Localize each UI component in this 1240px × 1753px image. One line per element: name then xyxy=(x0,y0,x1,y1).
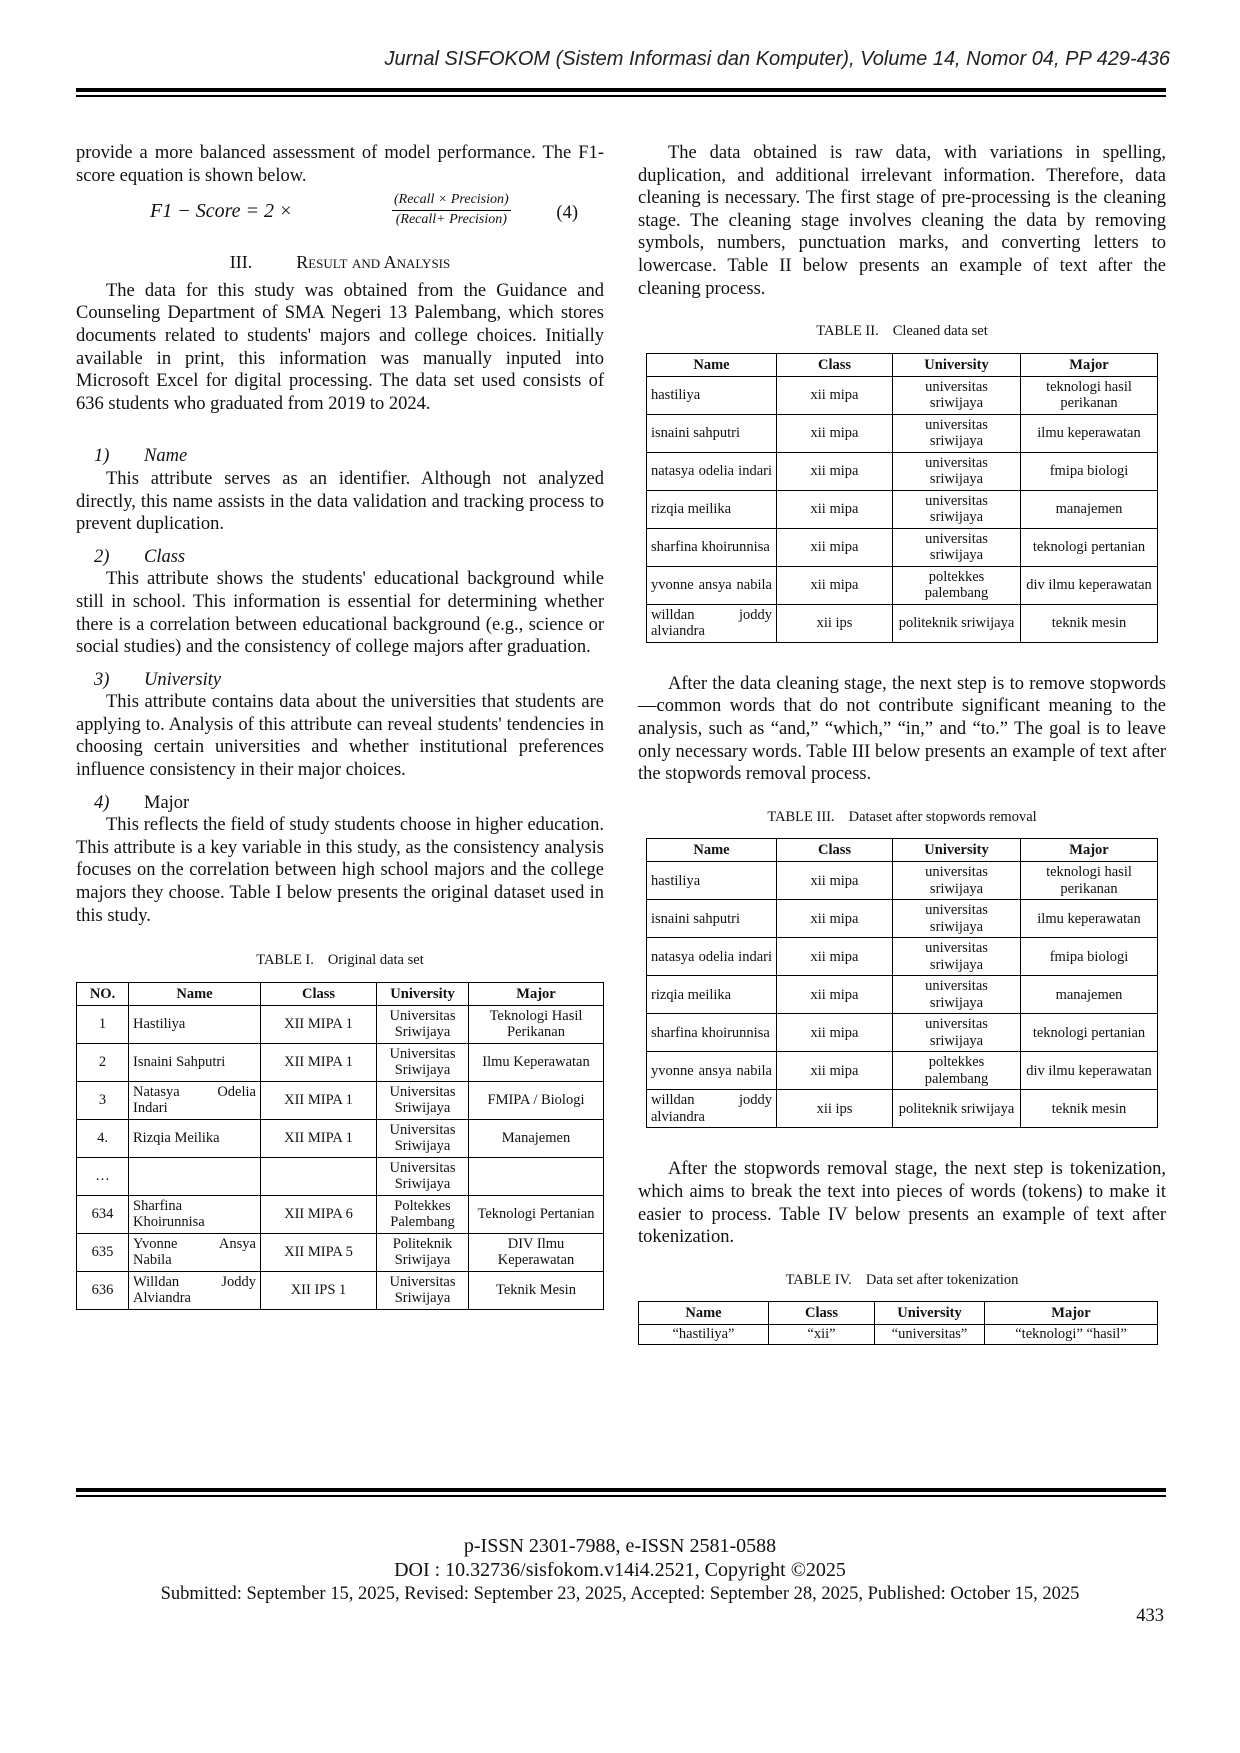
table-cell: xii mipa xyxy=(777,376,893,414)
table-cell: natasya odelia indari xyxy=(647,938,777,976)
equation-lhs: F1 − Score = 2 × xyxy=(150,200,293,223)
table-cell: manajemen xyxy=(1021,976,1158,1014)
paragraph: This attribute contains data about the universities that students are applying to. Analysis of this attribute can reveal students' tendencies in choosing certain universities and whether institutional preferences influence consistency in their major choices. xyxy=(76,692,604,781)
table-cell: 4. xyxy=(77,1119,129,1157)
table-cell: Universitas Sriwijaya xyxy=(377,1005,469,1043)
table-row xyxy=(647,376,1158,414)
table-cell: Isnaini Sahputri xyxy=(129,1043,261,1081)
table-header: Name xyxy=(639,1302,769,1325)
table-cell: “teknologi” “hasil” xyxy=(985,1325,1158,1345)
table-cell: “universitas” xyxy=(875,1325,985,1345)
table-cell: 634 xyxy=(77,1195,129,1233)
table-cell: Yvonne Ansya Nabila xyxy=(129,1233,261,1271)
table-cell: … xyxy=(77,1157,129,1195)
table-cell: universitas sriwijaya xyxy=(893,528,1021,566)
table-cell: poltekkes palembang xyxy=(893,1052,1021,1090)
table-header: Class xyxy=(777,839,893,862)
table-cell: Teknologi Pertanian xyxy=(469,1195,604,1233)
table-row xyxy=(647,1090,1158,1128)
table-cell: XII MIPA 1 xyxy=(261,1119,377,1157)
table-cell: xii mipa xyxy=(777,528,893,566)
table-cell: xii mipa xyxy=(777,490,893,528)
table-cell: isnaini sahputri xyxy=(647,900,777,938)
table-cell: DIV Ilmu Keperawatan xyxy=(469,1233,604,1271)
table-cell: “hastiliya” xyxy=(639,1325,769,1345)
journal-header: Jurnal SISFOKOM (Sistem Informasi dan Komputer), Volume 14, Nomor 04, PP 429-436 xyxy=(384,48,1170,70)
table-cell: fmipa biologi xyxy=(1021,452,1158,490)
table-cell: universitas sriwijaya xyxy=(893,452,1021,490)
table-cell: xii mipa xyxy=(777,862,893,900)
table-cell: div ilmu keperawatan xyxy=(1021,566,1158,604)
table-header: Major xyxy=(1021,839,1158,862)
table-cell: xii mipa xyxy=(777,900,893,938)
table-header: Class xyxy=(769,1302,875,1325)
table-cell: universitas sriwijaya xyxy=(893,976,1021,1014)
table-cell: Rizqia Meilika xyxy=(129,1119,261,1157)
table-cell: xii mipa xyxy=(777,938,893,976)
table-cell: fmipa biologi xyxy=(1021,938,1158,976)
subheading: 2) Class xyxy=(94,546,186,567)
table-cell: xii ips xyxy=(777,604,893,642)
table-cell: XII MIPA 1 xyxy=(261,1043,377,1081)
table-cell: xii mipa xyxy=(777,414,893,452)
table-cell: willdan joddy alviandra xyxy=(647,1090,777,1128)
table-cell: sharfina khoirunnisa xyxy=(647,1014,777,1052)
table-cell: universitas sriwijaya xyxy=(893,414,1021,452)
subheading: 4) Major xyxy=(94,792,190,813)
table-cell: xii mipa xyxy=(777,976,893,1014)
right-column xyxy=(638,142,1166,1345)
f1-equation xyxy=(76,191,604,243)
table-cell: div ilmu keperawatan xyxy=(1021,1052,1158,1090)
table-cell: universitas sriwijaya xyxy=(893,862,1021,900)
table-row xyxy=(77,1005,604,1043)
table-cell: XII MIPA 6 xyxy=(261,1195,377,1233)
table-cell: XII MIPA 5 xyxy=(261,1233,377,1271)
equation-number: (4) xyxy=(556,203,578,224)
table-cell: ilmu keperawatan xyxy=(1021,414,1158,452)
table-cell: hastiliya xyxy=(647,862,777,900)
table-cell: Hastiliya xyxy=(129,1005,261,1043)
section-title: Result and Analysis xyxy=(296,252,451,273)
table-cell: universitas sriwijaya xyxy=(893,376,1021,414)
table-header: Name xyxy=(647,839,777,862)
original-data-table xyxy=(76,982,604,1310)
table-cell: Ilmu Keperawatan xyxy=(469,1043,604,1081)
table-cell: manajemen xyxy=(1021,490,1158,528)
table-cell: teknik mesin xyxy=(1021,1090,1158,1128)
table-cell: rizqia meilika xyxy=(647,976,777,1014)
table-header: NO. xyxy=(77,982,129,1005)
table-row xyxy=(77,1233,604,1271)
table-cell: Manajemen xyxy=(469,1119,604,1157)
table-row xyxy=(647,452,1158,490)
subheading: 1) Name xyxy=(94,446,188,467)
table-cell: 2 xyxy=(77,1043,129,1081)
table-header: Class xyxy=(777,353,893,376)
table-row xyxy=(647,1014,1158,1052)
table-cell: yvonne ansya nabila xyxy=(647,566,777,604)
table-cell: politeknik sriwijaya xyxy=(893,604,1021,642)
table-row xyxy=(77,1195,604,1233)
table-cell: Willdan Joddy Alviandra xyxy=(129,1271,261,1309)
table-row xyxy=(647,528,1158,566)
dates-line: Submitted: September 15, 2025, Revised: September 23, 2025, Accepted: September 28, 2025, Published: October 15, 2025 xyxy=(160,1584,1080,1604)
table-header: University xyxy=(893,353,1021,376)
table-cell: Universitas Sriwijaya xyxy=(377,1081,469,1119)
paragraph: The data for this study was obtained from the Guidance and Counseling Department of SMA Negeri 13 Palembang, which stores documents related to students' majors and college choices. Initially available in print, this information was manually inputed into Microsoft Excel for digital processing. The data set used consists of 636 students who graduated from 2019 to 2024. xyxy=(76,280,604,414)
table-cell: teknologi hasil perikanan xyxy=(1021,376,1158,414)
table-cell: Politeknik Sriwijaya xyxy=(377,1233,469,1271)
table-cell: “xii” xyxy=(769,1325,875,1345)
subheading: 3) University xyxy=(94,669,222,690)
table-cell: teknologi pertanian xyxy=(1021,528,1158,566)
table-cell: xii ips xyxy=(777,1090,893,1128)
table-caption: TABLE I. Original data set xyxy=(256,952,424,969)
table-row xyxy=(77,1119,604,1157)
table-cell: ilmu keperawatan xyxy=(1021,900,1158,938)
table-cell: FMIPA / Biologi xyxy=(469,1081,604,1119)
table-cell: Universitas Sriwijaya xyxy=(377,1157,469,1195)
table-cell: XII MIPA 1 xyxy=(261,1081,377,1119)
table-row xyxy=(647,414,1158,452)
table-cell: xii mipa xyxy=(777,452,893,490)
table-cell: poltekkes palembang xyxy=(893,566,1021,604)
table-cell: 1 xyxy=(77,1005,129,1043)
tokenized-data-table xyxy=(638,1301,1158,1345)
table-cell: 635 xyxy=(77,1233,129,1271)
table-cell: 3 xyxy=(77,1081,129,1119)
table-row xyxy=(647,938,1158,976)
table-cell: willdan joddy alviandra xyxy=(647,604,777,642)
table-header: Major xyxy=(1021,353,1158,376)
table-cell: Natasya Odelia Indari xyxy=(129,1081,261,1119)
equation-numerator: (Recall × Precision) xyxy=(392,191,511,211)
paragraph: This attribute shows the students' educational background while still in school. This information is essential for determining whether there is a correlation between educational background (e.g., science or social studies) and the consistency of college majors after graduation. xyxy=(76,569,604,658)
table-cell: Universitas Sriwijaya xyxy=(377,1271,469,1309)
table-row xyxy=(647,604,1158,642)
equation-fraction xyxy=(392,191,511,229)
table-cell: universitas sriwijaya xyxy=(893,938,1021,976)
table-cell: isnaini sahputri xyxy=(647,414,777,452)
footer-rule-thin xyxy=(76,1495,1166,1497)
table-header: Class xyxy=(261,982,377,1005)
table-cell: universitas sriwijaya xyxy=(893,900,1021,938)
table-row xyxy=(77,1271,604,1309)
table-header: University xyxy=(377,982,469,1005)
table-row xyxy=(77,1043,604,1081)
table-row xyxy=(647,862,1158,900)
table-header: University xyxy=(875,1302,985,1325)
table-cell: rizqia meilika xyxy=(647,490,777,528)
table-cell: Poltekkes Palembang xyxy=(377,1195,469,1233)
paragraph: This reflects the field of study students choose in higher education. This attribute is a key variable in this study, as the consistency analysis focuses on the correlation between high school majors and the college majors they choose. Table I below presents the original dataset used in this study. xyxy=(76,815,604,926)
header-rule-thin xyxy=(76,95,1166,97)
table-cell: universitas sriwijaya xyxy=(893,1014,1021,1052)
table-cell: Teknologi Hasil Perikanan xyxy=(469,1005,604,1043)
table-cell: XII MIPA 1 xyxy=(261,1005,377,1043)
header-rule-thick xyxy=(76,88,1166,92)
paragraph: After the data cleaning stage, the next step is to remove stopwords —common words that do not contribute significant meaning to the analysis, such as “and,” “which,” “in,” and “to.” The goal is to leave only necessary words. Table III below presents an example of text after the stopwords removal process. xyxy=(638,673,1166,785)
table-cell: teknologi hasil perikanan xyxy=(1021,862,1158,900)
table-header: Major xyxy=(985,1302,1158,1325)
table-cell xyxy=(469,1157,604,1195)
stopwords-removed-table xyxy=(646,838,1158,1128)
table-row xyxy=(647,566,1158,604)
table-row xyxy=(77,1157,604,1195)
table-header: Name xyxy=(129,982,261,1005)
table-header: Major xyxy=(469,982,604,1005)
table-caption: TABLE II. Cleaned data set xyxy=(816,323,988,340)
table-cell: xii mipa xyxy=(777,1014,893,1052)
table-cell: Sharfina Khoirunnisa xyxy=(129,1195,261,1233)
table-cell: universitas sriwijaya xyxy=(893,490,1021,528)
table-cell: 636 xyxy=(77,1271,129,1309)
table-cell: Universitas Sriwijaya xyxy=(377,1119,469,1157)
table-header: Name xyxy=(647,353,777,376)
paragraph: This attribute serves as an identifier. Although not analyzed directly, this name assists in the data validation and tracking process to prevent duplication. xyxy=(76,468,604,535)
paragraph: The data obtained is raw data, with variations in spelling, duplication, and additional irrelevant information. Therefore, data cleaning is necessary. The first stage of pre-processing is the cleaning stage. The cleaning stage involves cleaning the data by removing symbols, numbers, punctuation marks, and converting letters to lowercase. Table II below presents an example of text after the cleaning process. xyxy=(638,143,1166,299)
table-row xyxy=(639,1325,1158,1345)
table-cell: xii mipa xyxy=(777,566,893,604)
table-cell: sharfina khoirunnisa xyxy=(647,528,777,566)
table-row xyxy=(647,490,1158,528)
table-row xyxy=(647,1052,1158,1090)
table-cell: teknik mesin xyxy=(1021,604,1158,642)
table-cell xyxy=(129,1157,261,1195)
section-number: III. xyxy=(229,252,253,273)
table-cell: Teknik Mesin xyxy=(469,1271,604,1309)
table-cell: xii mipa xyxy=(777,1052,893,1090)
left-column xyxy=(76,142,604,1310)
table-cell: Universitas Sriwijaya xyxy=(377,1043,469,1081)
table-row xyxy=(647,976,1158,1014)
table-caption: TABLE IV. Data set after tokenization xyxy=(785,1271,1019,1288)
table-cell: yvonne ansya nabila xyxy=(647,1052,777,1090)
footer-rule-thick xyxy=(76,1488,1166,1492)
table-cell: politeknik sriwijaya xyxy=(893,1090,1021,1128)
issn-line: p-ISSN 2301-7988, e-ISSN 2581-0588 xyxy=(463,1535,777,1557)
table-row xyxy=(77,1081,604,1119)
table-cell: teknologi pertanian xyxy=(1021,1014,1158,1052)
paragraph: After the stopwords removal stage, the next step is tokenization, which aims to break the text into pieces of words (tokens) to make it easier to process. Table IV below presents an example of text after tokenization. xyxy=(638,1159,1166,1248)
paragraph: provide a more balanced assessment of model performance. The F1-score equation is shown below. xyxy=(76,143,604,186)
doi-line: DOI : 10.32736/sisfokom.v14i4.2521, Copyright ©2025 xyxy=(394,1559,846,1581)
section-heading xyxy=(76,251,604,274)
table-cell: XII IPS 1 xyxy=(261,1271,377,1309)
table-header: University xyxy=(893,839,1021,862)
table-cell: hastiliya xyxy=(647,376,777,414)
page-number: 433 xyxy=(1136,1606,1164,1626)
cleaned-data-table xyxy=(646,353,1158,643)
table-row xyxy=(647,900,1158,938)
equation-denominator: (Recall+ Precision) xyxy=(395,212,507,228)
table-caption: TABLE III. Dataset after stopwords removal xyxy=(767,808,1037,825)
table-cell xyxy=(261,1157,377,1195)
table-cell: natasya odelia indari xyxy=(647,452,777,490)
